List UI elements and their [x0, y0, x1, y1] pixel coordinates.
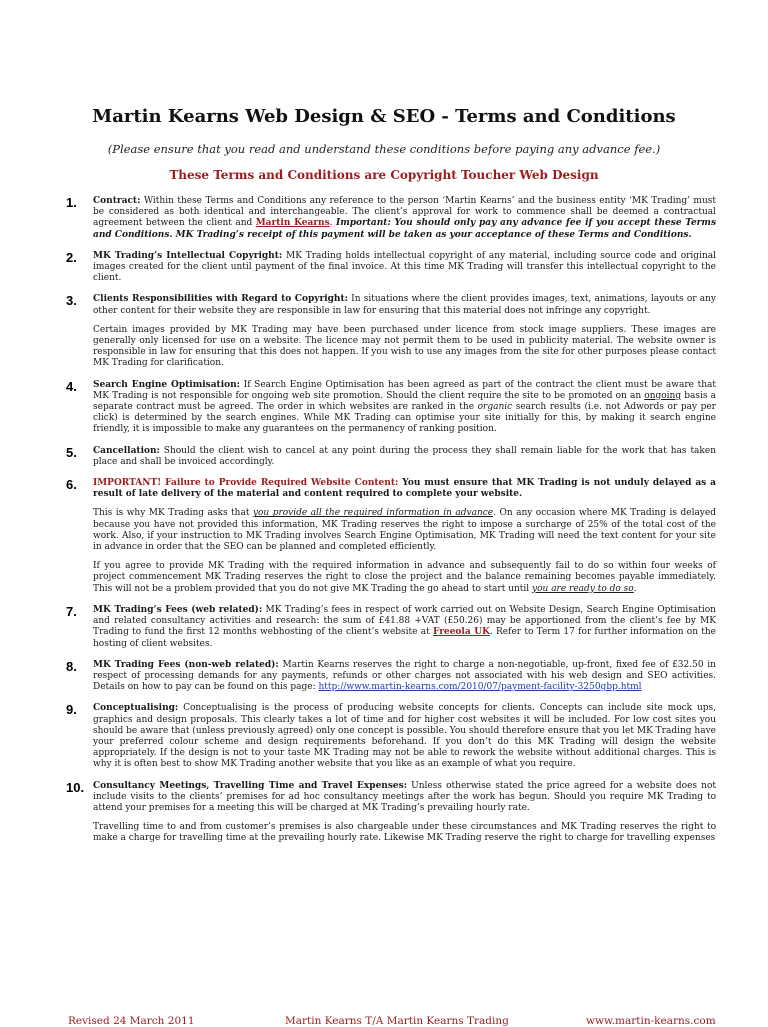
term-text: MK Trading’s fees in respect of work carried out on Website Design, Search Engine Optimisation and related consultancy activities and research: the sum of £41.88 +VAT (£50.26) may be apportioned from the client’s fee by MK Trading to fund the first 12 months webhosting of the client’s website at — [93, 604, 716, 638]
term-paragraph — [93, 703, 716, 770]
term-number: 6. — [66, 477, 77, 493]
term-heading: Contract: — [93, 196, 141, 206]
copyright-notice: These Terms and Conditions are Copyright Toucher Web Design — [169, 168, 599, 182]
term-text: In situations where the client provides images, text, animations, layouts or any other content for their website they are responsible in law for ensuring that this material does not infringe any copyright. — [93, 294, 716, 316]
important-notice: Important: You should only pay any advance fee if you accept these Terms and Conditions. MK Trading’s receipt of this payment will be taken as your acceptance of these Terms and Conditions. — [93, 218, 717, 240]
term-paragraph — [93, 380, 716, 436]
term-text: Within these Terms and Conditions any reference to the person ‘Martin Kearns’ and the business entity ‘MK Trading’ must be considered as both identical and interchangeable. The client’s approval for work to commence shall be deemed a contractual agreement between the client and — [93, 196, 716, 229]
term-paragraph — [93, 561, 716, 595]
term-paragraph — [93, 446, 716, 468]
term-number: 8. — [66, 658, 77, 674]
term-heading: Consultancy Meetings, Travelling Time and Travel Expenses: — [93, 780, 408, 791]
term-text: If Search Engine Optimisation has been agreed as part of the contract the client must be aware that MK Trading is not responsible for ongoing web site promotion. Should the client require the site to be promoted on an — [93, 379, 717, 401]
term-underlined-text: ongoing — [644, 390, 682, 401]
term-text: Should the client wish to cancel at any point during the process they shall remain liable for the work that has taken place and shall be invoiced accordingly. — [93, 445, 716, 467]
term-text: This is why MK Trading asks that — [93, 508, 253, 519]
term-heading: MK Trading’s Fees (web related): — [93, 604, 263, 615]
term-italic-text: you are ready to do so — [532, 583, 634, 594]
term-7 — [66, 605, 716, 650]
footer-website[interactable]: www.martin-kearns.com — [586, 1015, 716, 1027]
term-italic-text: you provide all the required information in advance — [252, 508, 494, 519]
term-10 — [66, 781, 716, 845]
footer-revised-date: Revised 24 March 2011 — [68, 1015, 195, 1027]
term-5 — [66, 446, 716, 468]
term-number: 1. — [66, 195, 77, 210]
term-paragraph — [93, 660, 716, 694]
term-number: 7. — [66, 603, 77, 619]
freeola-link[interactable]: Freeola UK — [433, 627, 490, 638]
term-1 — [66, 196, 716, 241]
term-text: Conceptualising is the process of producing website concepts for clients. Concepts can include site mock ups, graphics and design proposals. This clearly takes a lot of time and for higher cost websites it will be included. For low cost sites you should be aware that (unless previously agreed) only one concept is possible. You should therefore ensure that you let MK Trading have your preferred colour scheme and design requirements beforehand. If you don’t do this MK Trading will design the website appropriately. If the design is not to your taste MK Trading may not be able to rework the website without additional charges. This is why it is often best to show MK Trading another website that you like as an example of what you require. — [93, 703, 716, 770]
term-number: 10. — [66, 779, 85, 795]
document-subtitle: (Please ensure that you read and understand these conditions before paying any advance fee.) — [107, 142, 661, 156]
term-paragraph — [93, 781, 716, 815]
term-text: basis a separate contract must be agreed. The order in which websites are ranked in the — [93, 390, 716, 413]
page-footer — [0, 1015, 768, 1027]
term-paragraph — [93, 196, 716, 241]
term-paragraph: Certain images provided by MK Trading may have been purchased under licence from stock image suppliers. These images are generally only licensed for use on a website. The licence may not permit them to be used in publicity material. The website owner is responsible in law for ensuring that this does not happen. If you wish to use any images from the site for other purposes please contact MK Trading for clarification. — [93, 324, 716, 369]
term-text: . On any occasion where MK Trading is delayed because you have not provided this information, MK Trading reserves the right to impose a surcharge of 25% of the total cost of the work. Also, if your instruction to MK Trading involves Search Engine Optimisation, MK Trading will need the text content for your site in advance in order that the SEO can be planned and completed efficiently. — [93, 508, 716, 553]
term-number: 9. — [66, 702, 77, 718]
term-heading: MK Trading’s Intellectual Copyright: — [93, 250, 283, 261]
term-number: 4. — [66, 378, 77, 394]
term-paragraph — [93, 251, 716, 285]
term-text: . — [329, 218, 336, 229]
term-text: search results (i.e. not Adwords or pay per click) is determined by the search engines. While MK Trading can optimise your site initially for this, by making it search engine friendly, it is impossible to make any guarantees on the permanency of ranking position. — [93, 402, 716, 435]
document-title: Martin Kearns Web Design & SEO - Terms and Conditions — [92, 106, 676, 127]
term-text: MK Trading holds intellectual copyright of any material, including source code and original images created for the client until payment of the final invoice. At this time MK Trading will transfer this intellectual copyright to the client. — [93, 250, 716, 284]
term-text: . — [633, 583, 637, 594]
term-number: 2. — [66, 249, 77, 265]
term-paragraph — [93, 508, 716, 553]
term-heading: IMPORTANT! Failure to Provide Required Website Content: — [93, 478, 399, 489]
term-heading: Clients Responsibilities with Regard to Copyright: — [93, 294, 348, 305]
term-italic-text: organic — [477, 402, 513, 413]
term-3 — [66, 294, 716, 369]
term-heading: Cancellation: — [93, 445, 160, 456]
martin-kearns-link[interactable]: Martin Kearns — [255, 218, 330, 229]
term-number: 3. — [66, 293, 77, 309]
term-heading: Conceptualising: — [93, 703, 179, 714]
term-paragraph — [93, 605, 716, 650]
term-8 — [66, 660, 716, 694]
term-2 — [66, 251, 716, 285]
payment-page-link[interactable]: http://www.martin-kearns.com/2010/07/payment-facility-3250gbp.html — [318, 682, 642, 693]
term-text: Unless otherwise stated the price agreed for a website does not include visits to the clients’ premises for ad hoc consultancy meetings after the work has begun. Should you require MK Trading to attend your premises for a meeting this will be charged at MK Trading’s prevailing hourly rate. — [93, 780, 716, 813]
term-text: Martin Kearns reserves the right to charge a non-negotiable, up-front, fixed fee of £32.50 in respect of processing demands for any payments, refunds or other charges not associated with his web design and SEO activities. Details on how to pay can be found on this page: — [93, 659, 716, 693]
term-paragraph — [93, 294, 716, 316]
term-heading: Search Engine Optimisation: — [93, 379, 241, 390]
footer-business-name: Martin Kearns T/A Martin Kearns Trading — [285, 1015, 509, 1027]
term-6 — [66, 478, 716, 595]
term-text: If you agree to provide MK Trading with the required information in advance and subsequently fail to do so within four weeks of project commencement MK Trading reserves the right to close the project and the balance remaining becomes payable immediately. This will not be a problem provided that you do not give MK Trading the go ahead to start until — [93, 561, 716, 594]
term-heading: MK Trading Fees (non-web related): — [93, 659, 279, 670]
term-bold-text: You must ensure that MK Trading is not unduly delayed as a result of late delivery of the material and content required to complete your website. — [93, 478, 716, 500]
term-paragraph — [93, 478, 716, 500]
term-text: . Refer to Term 17 for further information on the hosting of client websites. — [93, 627, 716, 649]
term-9 — [66, 703, 716, 770]
terms-list — [66, 196, 716, 855]
term-4 — [66, 380, 716, 436]
term-number: 5. — [66, 444, 77, 460]
term-paragraph: Travelling time to and from customer’s premises is also chargeable under these circumstances and MK Trading reserves the right to make a charge for travelling time at the prevailing hourly rate. Likewise MK Trading reserve the right to charge for travelling expenses — [93, 822, 716, 844]
